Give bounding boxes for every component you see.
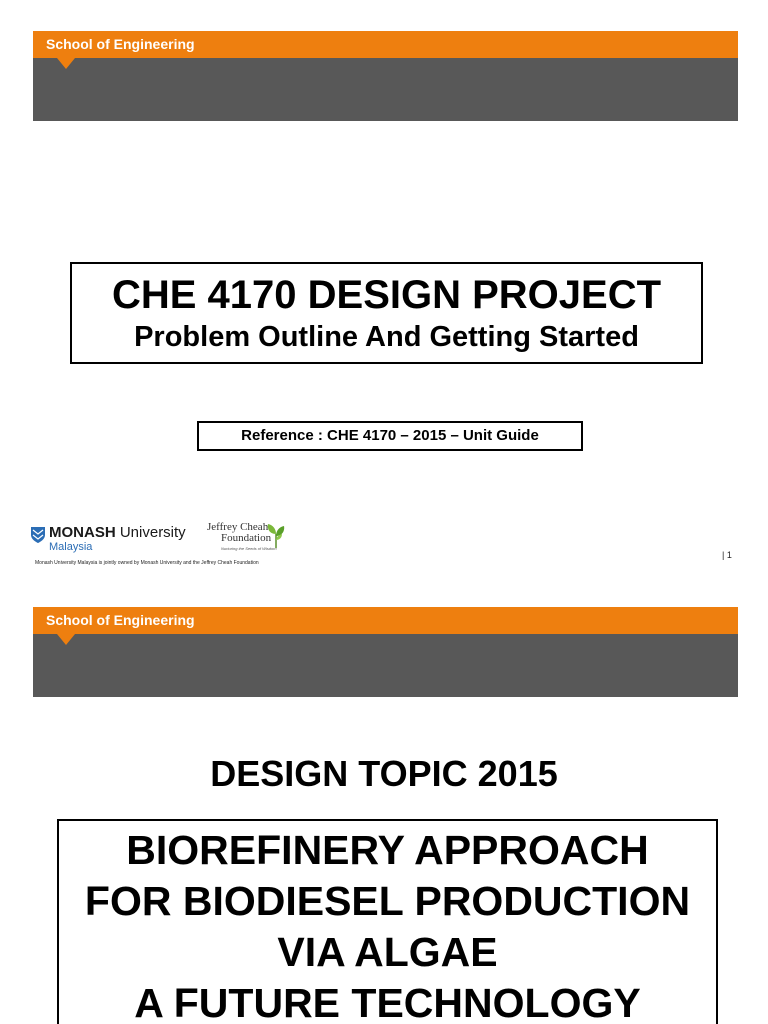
- banner-gray-bar: [33, 58, 738, 121]
- banner-notch-icon: [57, 634, 75, 645]
- monash-shield-icon: [30, 526, 46, 544]
- header-banner: [33, 607, 738, 697]
- banner-notch-icon: [57, 58, 75, 69]
- monash-sub-label: Malaysia: [49, 541, 93, 553]
- ownership-note: Monash University Malaysia is jointly owned by Monash University and the Jeffrey Cheah Foundation: [35, 560, 259, 566]
- slide-title: CHE 4170 DESIGN PROJECT: [111, 273, 662, 317]
- reference-box: Reference : CHE 4170 – 2015 – Unit Guide: [197, 421, 583, 451]
- jeffrey-cheah-foundation-logo: [207, 522, 287, 556]
- monash-wordmark: MONASH University: [49, 524, 186, 541]
- slide-2: [0, 576, 768, 1024]
- banner-title: School of Engineering: [46, 612, 195, 628]
- jcf-name: Jeffrey Cheah Foundation: [207, 521, 272, 544]
- topic-line: FOR BIODIESEL PRODUCTION: [84, 878, 691, 924]
- slide-subtitle: Problem Outline And Getting Started: [134, 321, 639, 353]
- page-number: | 1: [722, 550, 732, 560]
- banner-title: School of Engineering: [46, 36, 195, 52]
- banner-gray-bar: [33, 634, 738, 697]
- topic-line: A FUTURE TECHNOLOGY: [134, 980, 641, 1024]
- jcf-tagline: Nurturing the Seeds of Wisdom: [221, 546, 277, 551]
- design-topic-heading: DESIGN TOPIC 2015: [210, 753, 558, 794]
- topic-line: BIOREFINERY APPROACH: [126, 827, 649, 873]
- topic-line: VIA ALGAE: [277, 929, 498, 975]
- header-banner: [33, 31, 738, 121]
- leaf-sprout-icon: [265, 522, 287, 548]
- design-topic-box: [57, 819, 718, 1024]
- title-box: [70, 262, 703, 364]
- monash-logo: [30, 524, 190, 556]
